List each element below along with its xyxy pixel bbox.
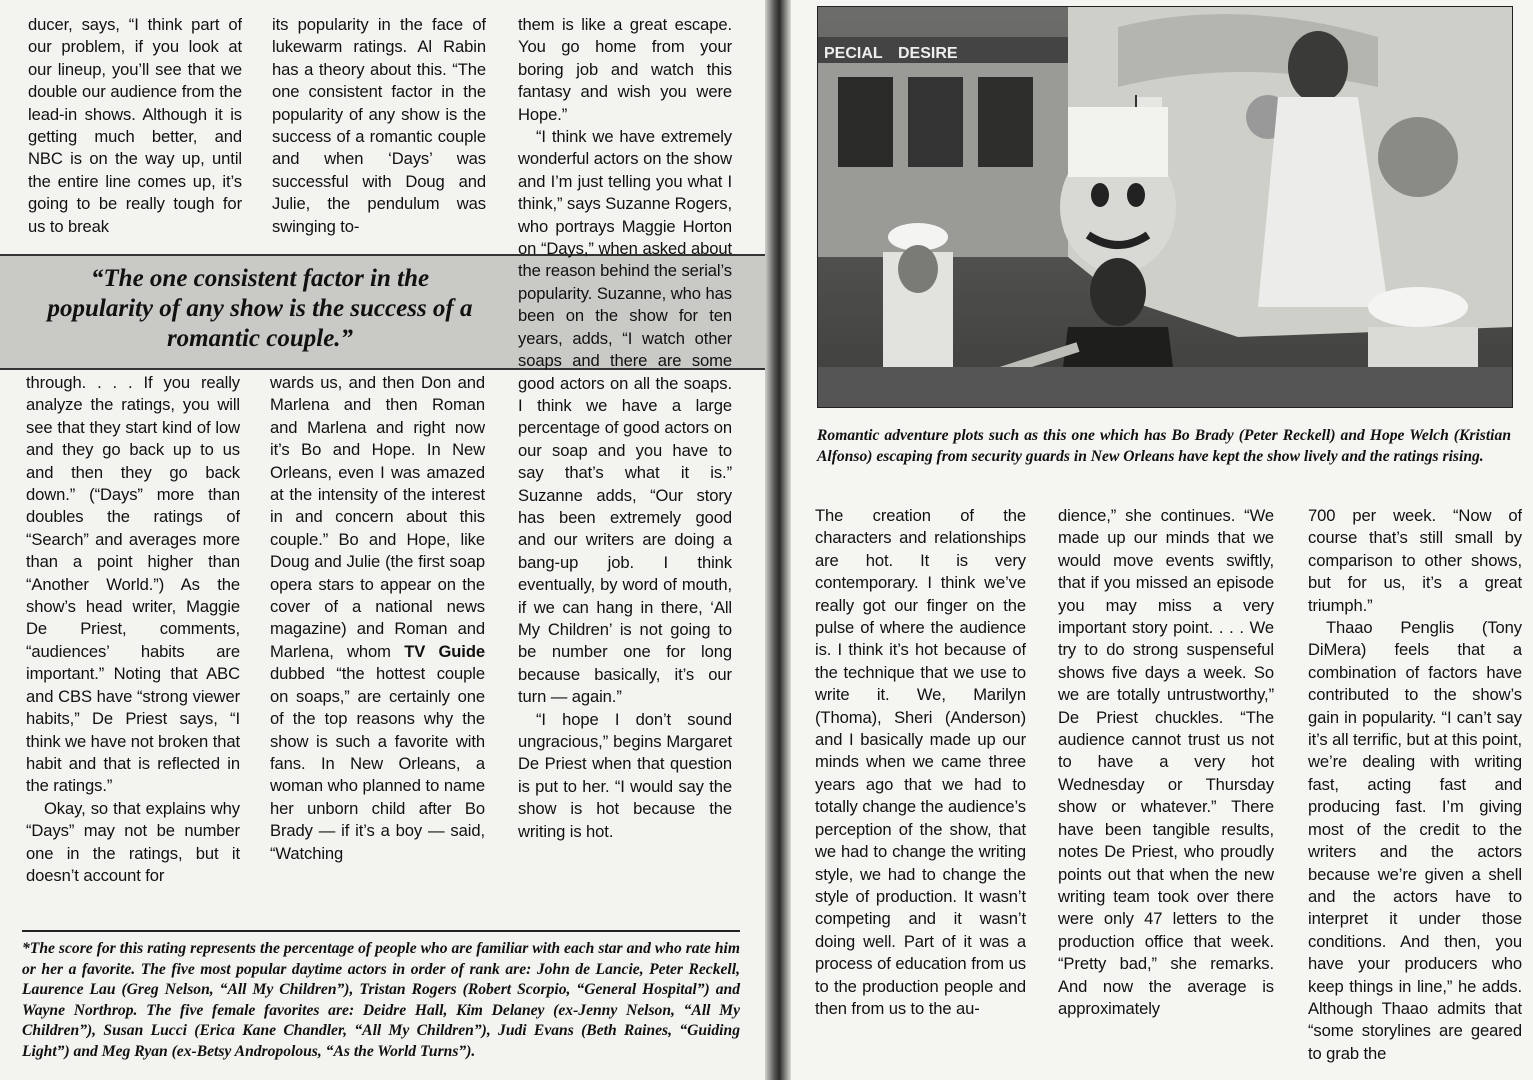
streetcar-sign: PECIAL — [824, 45, 883, 62]
body-paragraph: “I think we have extremely wonderful actors on the show and I’m just telling you what I think,” says Suzanne Rogers, who portrays Maggie Horton on “Days,” when asked about the reason behind the serial’s popularity. Suzanne, who has been on the show for ten years, adds, “I watch other soaps and there are some good actors on all the soaps. I think we have a large percentage of good actors on our soap and you have to say that’s what it is.” Suzanne adds, “Our story has been extremely good and our writers are doing a bang-up job. I think eventually, by word of mouth, if we can hang in there, ‘All My Children’ is not going to be number one for long because basically, it’s our turn — again.” — [518, 127, 732, 707]
right-page — [791, 0, 1533, 1080]
body-paragraph: ducer, says, “I think part of our problem, if you look at our lineup, you’ll see that we double our audience from the lead-in shows. Although it is getting much better, and NBC is on the way up, until the entire line comes up, it’s going to be really tough for us to break — [28, 15, 242, 236]
body-text: wards us, and then Don and Marlena and then Roman and Marlena and right now it’s Bo and Hope. In New Orleans, even I was amazed at the intensity of the interest in and concern about this couple.” Bo and Hope, like Doug and Julie (the first soap opera stars to appear on the cover of a national news magazine) and Roman and Marlena, whom — [270, 373, 485, 661]
publication-name: TV Guide — [404, 641, 485, 661]
article-photo — [817, 6, 1513, 408]
body-paragraph: 700 per week. “Now of course that’s still small by comparison to other shows, but for us, it’s a great triumph.” — [1308, 506, 1522, 615]
left-col3 — [518, 14, 732, 914]
right-col2 — [1058, 505, 1274, 1080]
body-paragraph: The creation of the characters and relationships are hot. It is very contemporary. I think we’ve really got our finger on the pulse of where the audience is. I think it’s hot because of the technique that we use to write it. We, Marilyn (Thoma), Sheri (Anderson) and I basically made up our minds when we came three years ago that we had to totally change the audience’s perception of the show, that we had to change the writing style, we had to change the style of production. It wasn’t competing and it wasn’t doing well. Part of it was a process of education from us to the production people and then from us to the au- — [815, 506, 1026, 1018]
photo-caption: Romantic adventure plots such as this one which has Bo Brady (Peter Reckell) and Hope Welch (Kristian Alfonso) escaping from security guards in New Orleans have kept the show lively and the ratings rising. — [817, 427, 1511, 465]
body-paragraph — [270, 372, 485, 865]
left-col1-top — [28, 14, 242, 240]
left-col1-bottom — [26, 372, 240, 914]
left-col2-bottom — [270, 372, 485, 914]
right-col1 — [815, 505, 1026, 1080]
photo-illustration — [818, 7, 1512, 407]
streetcar-sign: DESIRE — [898, 45, 958, 62]
body-paragraph: dience,” she continues. “We made up our minds that we would move events swiftly, that if you missed an episode you may miss a very important story point. . . . We try to do strong suspenseful shows five days a week. So we are totally untrustworthy,” De Priest chuckles. “The audience cannot trust us not to have a very hot Wednesday or Thursday show or whatever.” There have been tangible results, notes De Priest, who proudly points out that when the new writing team took over there were only 47 letters to the production office that week. “Pretty bad,” she remarks. And now the average is approximately — [1058, 506, 1274, 1018]
body-paragraph: its popularity in the face of lukewarm ratings. Al Rabin has a theory about this. “The one consistent factor in the popularity of any show is the success of a romantic couple and when ‘Days’ was successful with Doug and Julie, the pendulum was swinging to- — [272, 15, 486, 236]
body-text: dubbed “the hottest couple on soaps,” are certainly one of the top reasons why the show is such a favorite with fans. In New Orleans, a woman who planned to name her unborn child after Bo Brady — if it’s a boy — said, “Watching — [270, 664, 485, 863]
right-col3 — [1308, 505, 1522, 1080]
left-page — [0, 0, 765, 1080]
left-col2-top — [272, 14, 486, 240]
body-paragraph: Okay, so that explains why “Days” may not be number one in the ratings, but it doesn’t account for — [26, 798, 240, 885]
body-paragraph: Thaao Penglis (Tony DiMera) feels that a combination of factors have contributed to the show’s gain in popularity. “I can’t say it’s all terrific, but at this point, we’re dealing with writing fast, acting fast and producing fast. I’m giving most of the credit to the writers and the actors because we’re given a shell and the actors have to interpret it under those conditions. And then, you have your producers who keep things in line,” he adds. Although Thaao admits that “some storylines are geared to grab the — [1308, 618, 1522, 1063]
footnote: *The score for this rating represents the percentage of people who are familiar with each star and who rate him or her a favorite. The five most popular daytime actors in order of rank are: John de Lancie, Peter Reckell, Laurence Lau (Greg Nelson, “All My Children”), Tristan Rogers (Robert Scorpio, “General Hospital”) and Wayne Northrop. The five female favorites are: Deidre Hall, Kim Delaney (ex-Jenny Nelson, “All My Children”), Susan Lucci (Erica Kane Chandler, “All My Children”), Judi Evans (Beth Raines, “Guiding Light”) and Meg Ryan (ex-Betsy Andropolous, “As the World Turns”). — [22, 930, 740, 1063]
pull-quote: “The one consistent factor in the popularity of any show is the success of a romantic couple.” — [47, 265, 473, 352]
body-paragraph: “I hope I don’t sound ungracious,” begins Margaret De Priest when that question is put to her. “I would say the show is hot because the writing is hot. — [518, 709, 732, 841]
page-gutter — [765, 0, 791, 1080]
body-paragraph: them is like a great escape. You go home from your boring job and watch this fantasy and wish you were Hope.” — [518, 15, 732, 124]
body-paragraph: through. . . . If you really analyze the ratings, you will see that they start kind of low and they go back up to us and then they go back down.” (“Days” more than doubles the ratings of “Search” and averages more than a point higher than “Another World.”) As the show’s head writer, Maggie De Priest, comments, “audiences’ habits are important.” Noting that ABC and CBS have “strong viewer habits,” De Priest says, “I think we have not broken that habit and that is reflected in the ratings.” — [26, 373, 240, 796]
